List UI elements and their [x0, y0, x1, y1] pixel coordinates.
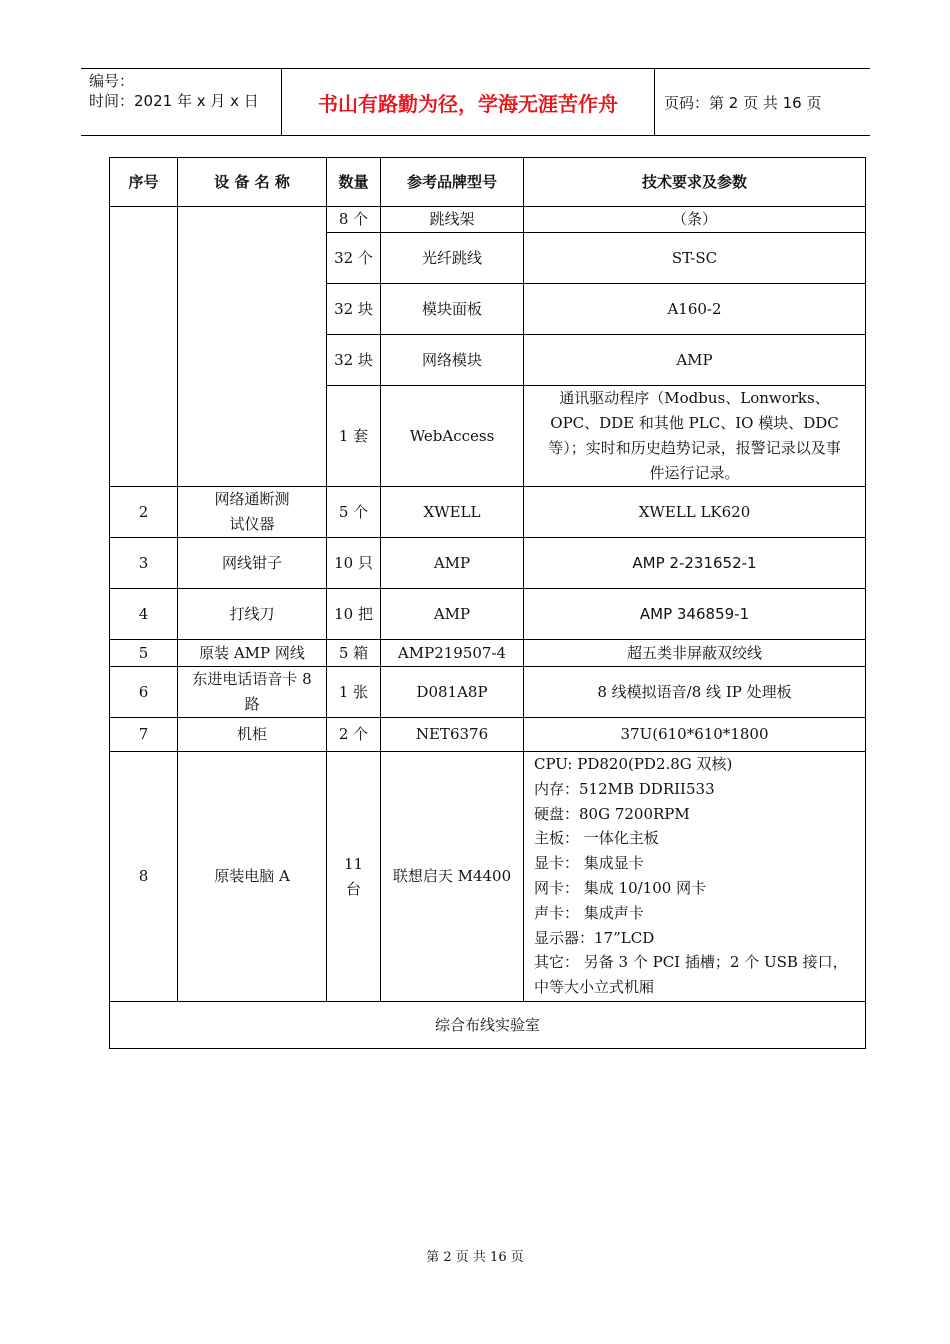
cell-brand: 光纤跳线: [381, 233, 524, 284]
cell-brand: XWELL: [381, 487, 524, 538]
cell-spec: AMP 2-231652-1: [524, 538, 866, 589]
cell-qty: 32 块: [327, 284, 381, 335]
spec-line: 主板： 一体化主板: [534, 829, 659, 848]
doc-number-label: 编号：: [89, 72, 135, 90]
header-qty: 数量: [327, 158, 381, 207]
cell-name: 网线钳子: [178, 538, 327, 589]
cell-brand: 模块面板: [381, 284, 524, 335]
cell-brand: 联想启天 M4400: [381, 752, 524, 1002]
cell-name: 原装 AMP 网线: [178, 640, 327, 667]
cell-spec: 超五类非屏蔽双绞线: [524, 640, 866, 667]
cell-spec: 通讯驱动程序（Modbus、Lonworks、OPC、DDE 和其他 PLC、IO 模块、DDC 等）；实时和历史趋势记录，报警记录以及事件运行记录。: [524, 386, 866, 487]
cell-qty: 10 把: [327, 589, 381, 640]
cell-qty: 8 个: [327, 207, 381, 233]
spec-line: 显示器：17”LCD: [534, 928, 655, 947]
spec-line: 硬盘：80G 7200RPM: [534, 804, 690, 823]
header-spec: 技术要求及参数: [524, 158, 866, 207]
spec-line: 声卡： 集成声卡: [534, 903, 644, 922]
cell-spec: XWELL LK620: [524, 487, 866, 538]
cell-spec: AMP: [524, 335, 866, 386]
cell-qty: 1 张: [327, 667, 381, 718]
cell-qty: 1 套: [327, 386, 381, 487]
doc-time-label: 时间：2021 年 x 月 x 日: [89, 92, 259, 110]
table-row: [110, 538, 866, 589]
cell-no-continued: [110, 207, 178, 487]
table-footer-row: [110, 1002, 866, 1049]
cell-spec: A160-2: [524, 284, 866, 335]
cell-name: 打线刀: [178, 589, 327, 640]
cell-brand: 跳线架: [381, 207, 524, 233]
spec-line: CPU: PD820(PD2.8G 双核): [534, 755, 733, 773]
cell-name: 原装电脑 A: [178, 752, 327, 1002]
cell-brand: 网络模块: [381, 335, 524, 386]
cell-brand: AMP: [381, 538, 524, 589]
table-row: [110, 589, 866, 640]
cell-name: 机柜: [178, 718, 327, 752]
cell-spec: （条）: [524, 207, 866, 233]
spec-line: 显卡： 集成显卡: [534, 854, 644, 873]
header-no: 序号: [110, 158, 178, 207]
spec-line: 其它： 另备 3 个 PCI 插槽；2 个 USB 接口，: [534, 953, 848, 972]
table-footer: 综合布线实验室: [110, 1002, 866, 1049]
cell-no: 2: [110, 487, 178, 538]
cell-no: 5: [110, 640, 178, 667]
cell-spec: AMP 346859-1: [524, 589, 866, 640]
cell-spec: 8 线模拟语音/8 线 IP 处理板: [524, 667, 866, 718]
table-row: [110, 752, 866, 1002]
header-motto: 书山有路勤为径，学海无涯苦作舟: [282, 69, 655, 135]
cell-spec: 37U(610*610*1800: [524, 718, 866, 752]
cell-qty: 32 个: [327, 233, 381, 284]
table-row: [110, 487, 866, 538]
header-meta: [81, 69, 282, 135]
cell-brand: AMP219507-4: [381, 640, 524, 667]
cell-brand: WebAccess: [381, 386, 524, 487]
cell-no: 8: [110, 752, 178, 1002]
cell-no: 3: [110, 538, 178, 589]
table-row: [110, 718, 866, 752]
cell-name: 网络通断测试仪器: [178, 487, 327, 538]
spec-line: 网卡： 集成 10/100 网卡: [534, 878, 707, 897]
cell-name: 东进电话语音卡 8 路: [178, 667, 327, 718]
spec-line: 中等大小立式机厢: [534, 978, 655, 997]
cell-brand: AMP: [381, 589, 524, 640]
spec-line: 内存：512MB DDRII533: [534, 779, 715, 798]
table-row: [110, 667, 866, 718]
cell-brand: NET6376: [381, 718, 524, 752]
header-brand: 参考品牌型号: [381, 158, 524, 207]
equipment-table: [109, 157, 866, 1049]
cell-qty: 10 只: [327, 538, 381, 589]
table-header-row: [110, 158, 866, 207]
cell-qty: 2 个: [327, 718, 381, 752]
header-name: 设 备 名 称: [178, 158, 327, 207]
cell-name-continued: [178, 207, 327, 487]
cell-no: 6: [110, 667, 178, 718]
cell-qty: 5 个: [327, 487, 381, 538]
cell-spec: ST-SC: [524, 233, 866, 284]
cell-brand: D081A8P: [381, 667, 524, 718]
page-header: [81, 68, 870, 136]
table-row: [110, 207, 866, 233]
cell-qty: 32 块: [327, 335, 381, 386]
cell-no: 4: [110, 589, 178, 640]
cell-no: 7: [110, 718, 178, 752]
cell-qty: 5 箱: [327, 640, 381, 667]
cell-spec-list: [524, 752, 866, 1002]
page-footer: 第 2 页 共 16 页: [426, 1250, 524, 1265]
header-page-label: 页码：第 2 页 共 16 页: [664, 93, 822, 112]
table-row: [110, 640, 866, 667]
cell-qty: 11 台: [327, 752, 381, 1002]
